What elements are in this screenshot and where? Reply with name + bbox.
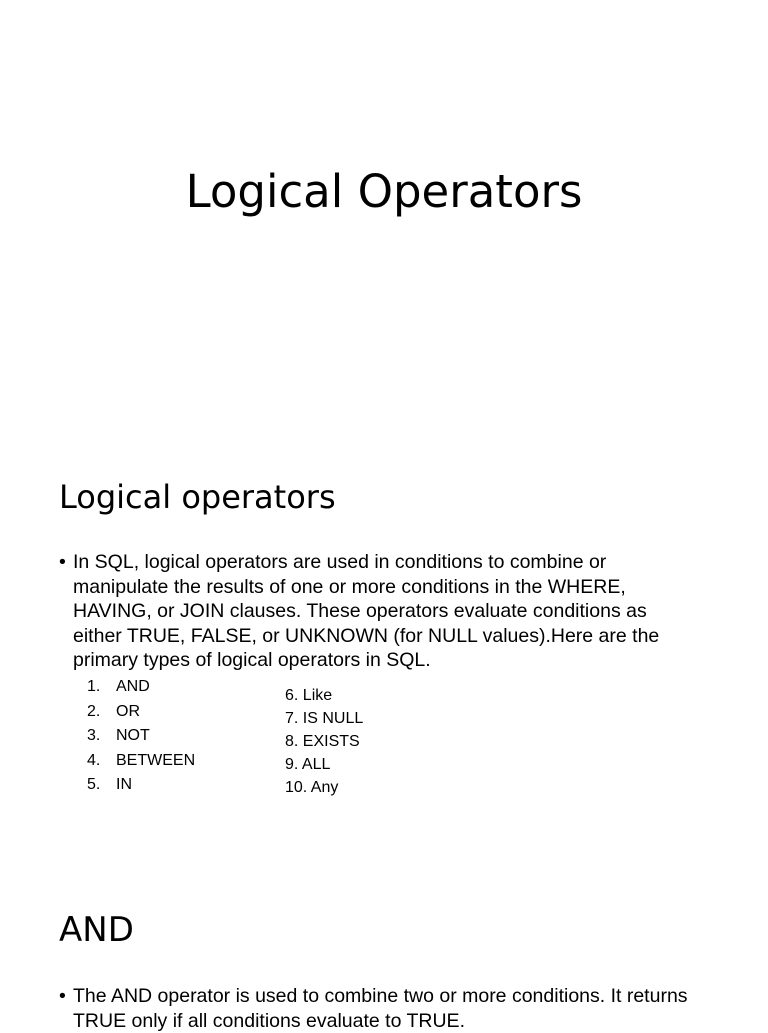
list-label: BETWEEN — [116, 751, 196, 769]
list-number: 3. — [87, 727, 101, 745]
and-slide — [0, 870, 768, 1032]
logical-operators-slide — [0, 430, 768, 870]
list-label: OR — [116, 702, 140, 720]
list-item — [87, 773, 195, 798]
list-item: 7. IS NULL — [285, 710, 364, 727]
list-item — [87, 675, 195, 700]
operators-list-6-to-10 — [285, 684, 363, 799]
list-number: 2. — [87, 702, 101, 720]
list-item — [87, 700, 195, 725]
list-item: 10. Any — [285, 779, 339, 796]
list-number: 4. — [87, 751, 101, 769]
list-label: IN — [116, 776, 132, 794]
slide-title: Logical Operators — [185, 165, 583, 218]
list-number: 1. — [87, 678, 101, 695]
bullet-paragraph — [59, 984, 693, 1033]
list-item: 8. EXISTS — [285, 733, 360, 750]
bullet-text: In SQL, logical operators are used in conditions to combine or manipulate the results of one or more conditions in the WHERE, HAVING, or JOIN clauses. These operators evaluate conditions as either TRUE, FALSE, or UNKNOWN (for NULL values).Here are the primary types of logical operators in SQL. — [73, 551, 660, 671]
list-number: 5. — [87, 776, 101, 794]
bullet-icon: • — [59, 985, 66, 1007]
bullet-paragraph — [59, 550, 693, 673]
bullet-text: The AND operator is used to combine two or more conditions. It returns TRUE only if all conditions evaluate to TRUE. — [73, 985, 688, 1032]
list-label: AND — [116, 678, 150, 695]
list-item — [87, 724, 195, 749]
title-slide — [0, 0, 768, 430]
slide-heading: AND — [59, 910, 134, 950]
bullet-icon: • — [59, 551, 66, 573]
list-item — [87, 749, 195, 774]
list-label: NOT — [116, 727, 150, 745]
list-item: 9. ALL — [285, 756, 331, 773]
list-item: 6. Like — [285, 687, 333, 704]
slide-heading: Logical operators — [59, 478, 336, 516]
operators-list-1-to-5 — [87, 675, 195, 798]
